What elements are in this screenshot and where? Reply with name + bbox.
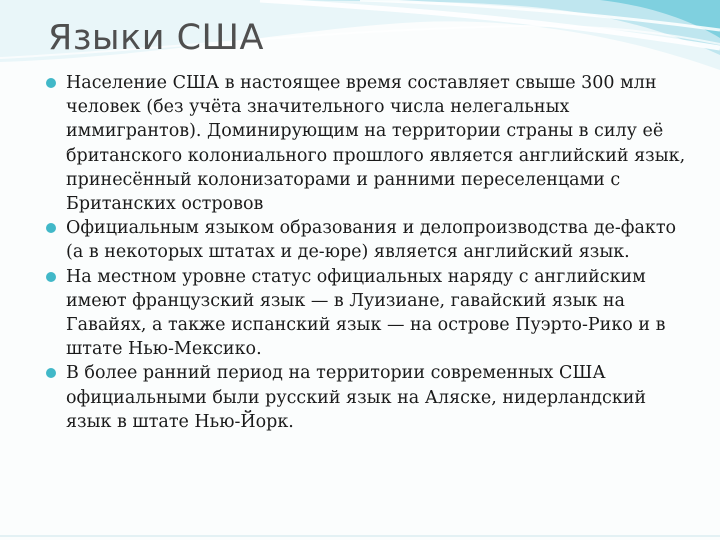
bullet-dot-icon <box>46 223 56 233</box>
bullet-item <box>46 216 686 264</box>
bullet-text: На местном уровне статус официальных наряду с английским имеют французский язык — в Луизиане, гавайский язык на Гавайях, а также испанский язык — на острове Пуэрто-Рико и в штате Нью-Мексико. <box>66 266 666 360</box>
slide-title: Языки США <box>48 18 264 58</box>
bullet-text: Официальным языком образования и делопроизводства де-факто (а в некоторых штатах и де-юре) является английский язык. <box>66 218 677 263</box>
bullet-item <box>46 71 686 216</box>
bullet-dot-icon <box>46 78 56 88</box>
bullet-dot-icon <box>46 272 56 282</box>
bullet-item <box>46 265 686 362</box>
bullet-dot-icon <box>46 368 56 378</box>
bullet-item <box>46 361 686 434</box>
bullet-text: Население США в настоящее время составляет свыше 300 млн человек (без учёта значительного числа нелегальных иммигрантов). Доминирующим на территории страны в силу её британского колониального прошлого является английский язык, принесённый колонизаторами и ранними переселенцами с Британских островов <box>66 73 686 215</box>
bullet-text: В более ранний период на территории современных США официальными были русский язык на Аляске, нидерландский язык в штате Нью-Йорк. <box>66 363 647 432</box>
bullet-list <box>46 71 686 434</box>
